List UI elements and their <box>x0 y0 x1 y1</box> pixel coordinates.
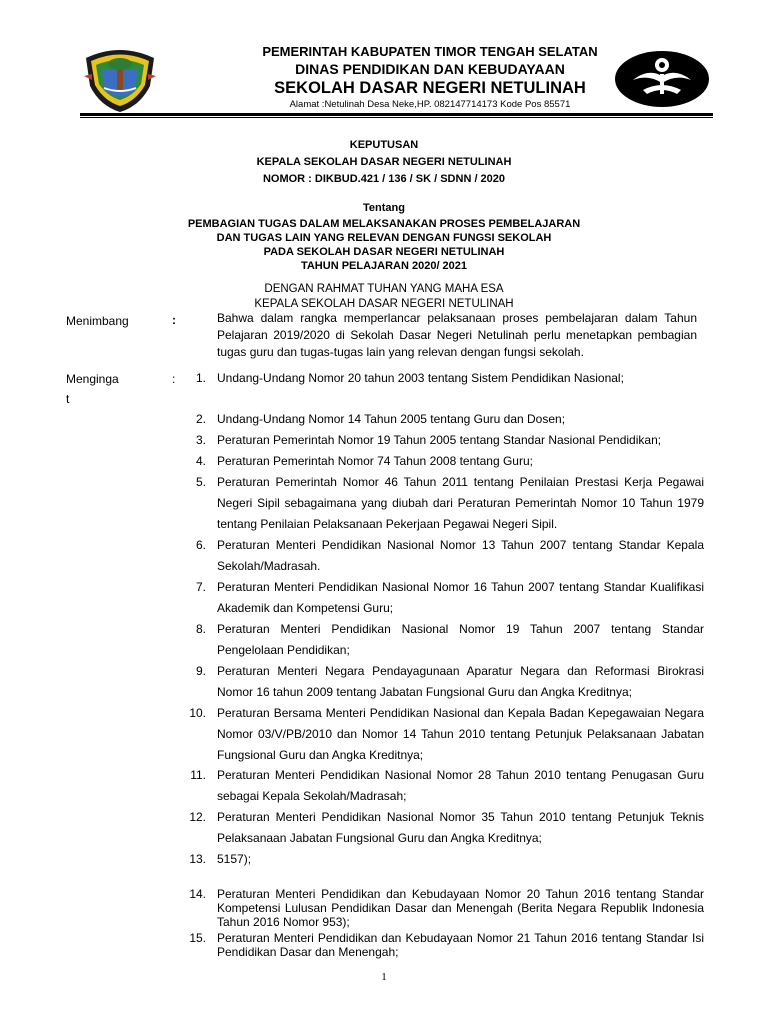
title-tentang: Tentang <box>363 202 405 214</box>
item-number: 5. <box>195 475 206 489</box>
list-item: Peraturan Menteri Pendidikan Nasional Nomor 13 Tahun 2007 tentang Standar Kepala Sekolah/Madrasah. <box>217 538 704 573</box>
list-item: Undang-Undang Nomor 20 tahun 2003 tentang Sistem Pendidikan Nasional; <box>217 371 624 385</box>
subject-line: PEMBAGIAN TUGAS DALAM MELAKSANAKAN PROSES PEMBELAJARAN <box>187 218 581 230</box>
item-number: 3. <box>195 433 206 447</box>
list-item: Peraturan Menteri Pendidikan Nasional Nomor 19 Tahun 2007 tentang Standar Pengelolaan Pendidikan; <box>217 622 704 657</box>
list-item: Undang-Undang Nomor 14 Tahun 2005 tentang Guru dan Dosen; <box>217 412 566 426</box>
list-item: Peraturan Menteri Pendidikan Nasional Nomor 35 Tahun 2010 tentang Petunjuk Teknis Pelaksanaan Jabatan Fungsional Guru dan Angka Kreditnya; <box>217 810 704 845</box>
page-number: 1 <box>381 971 387 983</box>
item-number: 11. <box>190 768 206 782</box>
list-item: Peraturan Bersama Menteri Pendidikan Nasional dan Kepala Badan Kepegawaian Negara Nomor 03/V/PB/2010 dan Nomor 14 Tahun 2010 tentang Petunjuk Pelaksanaan Jabatan Fungsional Guru dan Angka Kreditnya; <box>217 706 704 762</box>
subject-line: PADA SEKOLAH DASAR NEGERI NETULINAH <box>263 246 505 258</box>
item-number: 2. <box>195 412 206 426</box>
list-item: Peraturan Menteri Negara Pendayagunaan Aparatur Negara dan Reformasi Birokrasi Nomor 16 tahun 2009 tentang Jabatan Fungsional Guru dan Angka Kreditnya; <box>217 664 704 699</box>
title-keputusan: KEPUTUSAN <box>349 139 419 151</box>
menimbang-text: Bahwa dalam rangka memperlancar pelaksanaan proses pembelajaran dalam Tahun Pelajaran 2019/2020 di Sekolah Dasar Negeri Netulinah perlu menetapkan pembagian tugas guru dan tugas-tugas lain yang relevan dengan fungsi sekolah. <box>217 311 697 359</box>
menimbang-colon: : <box>172 313 176 327</box>
item-number: 13. <box>189 852 206 866</box>
item-number: 14. <box>189 887 206 901</box>
item-number: 1. <box>195 371 206 385</box>
regency-crest-icon <box>80 44 160 114</box>
item-number: 4. <box>195 454 206 468</box>
mengingat-label: Menginga <box>66 372 119 386</box>
list-item: 5157); <box>217 852 252 866</box>
subject-line: DAN TUGAS LAIN YANG RELEVAN DENGAN FUNGSI SEKOLAH <box>216 232 552 244</box>
header-school: SEKOLAH DASAR NEGERI NETULINAH <box>274 79 586 97</box>
title-issuer: KEPALA SEKOLAH DASAR NEGERI NETULINAH <box>256 156 512 168</box>
item-number: 9. <box>195 664 206 678</box>
list-item: Peraturan Pemerintah Nomor 19 Tahun 2005 tentang Standar Nasional Pendidikan; <box>217 433 662 447</box>
item-number: 12. <box>189 810 206 824</box>
menimbang-label: Menimbang <box>66 314 129 328</box>
subject-line: TAHUN PELAJARAN 2020/ 2021 <box>300 260 468 272</box>
header-divider-thin <box>80 117 713 118</box>
mengingat-label-wrap: t <box>66 392 70 406</box>
item-number: 7. <box>195 580 206 594</box>
list-item: Peraturan Menteri Pendidikan dan Kebudayaan Nomor 21 Tahun 2016 tentang Standar Isi Pendidikan Dasar dan Menengah; <box>217 931 704 959</box>
item-number: 8. <box>195 622 206 636</box>
header-government: PEMERINTAH KABUPATEN TIMOR TENGAH SELATAN <box>262 44 598 59</box>
item-number: 10. <box>189 706 206 720</box>
list-item: Peraturan Menteri Pendidikan Nasional Nomor 16 Tahun 2007 tentang Standar Kualifikasi Akademik dan Kompetensi Guru; <box>217 580 704 615</box>
item-number: 15. <box>189 931 206 945</box>
header-address: Alamat :Netulinah Desa Neke,HP. 082147714173 Kode Pos 85571 <box>289 99 571 110</box>
list-item: Peraturan Pemerintah Nomor 46 Tahun 2011 tentang Penilaian Prestasi Kerja Pegawai Negeri Sipil sebagaimana yang diubah dari Peraturan Pemerintah Nomor 10 Tahun 1979 tentang Penilaian Pelaksanaan Pekerjaan Pegawai Negeri Sipil. <box>217 475 704 531</box>
list-item: Peraturan Menteri Pendidikan Nasional Nomor 28 Tahun 2010 tentang Penugasan Guru sebagai Kepala Sekolah/Madrasah; <box>217 768 704 803</box>
list-item: Peraturan Pemerintah Nomor 74 Tahun 2008 tentang Guru; <box>217 454 533 468</box>
header-divider <box>80 113 713 116</box>
header-department: DINAS PENDIDIKAN DAN KEBUDAYAAN <box>295 61 565 77</box>
list-item: Peraturan Menteri Pendidikan dan Kebudayaan Nomor 20 Tahun 2016 tentang Standar Kompetensi Lulusan Pendidikan Dasar dan Menengah (Berita Negara Republik Indonesia Tahun 2016 Nomor 953); <box>217 887 704 929</box>
title-nomor: NOMOR : DIKBUD.421 / 136 / SK / SDNN / 2020 <box>262 173 506 185</box>
blessing-line: DENGAN RAHMAT TUHAN YANG MAHA ESA <box>264 283 504 295</box>
blessing-line: KEPALA SEKOLAH DASAR NEGERI NETULINAH <box>254 298 514 310</box>
item-number: 6. <box>195 538 206 552</box>
mengingat-colon: : <box>172 372 176 386</box>
